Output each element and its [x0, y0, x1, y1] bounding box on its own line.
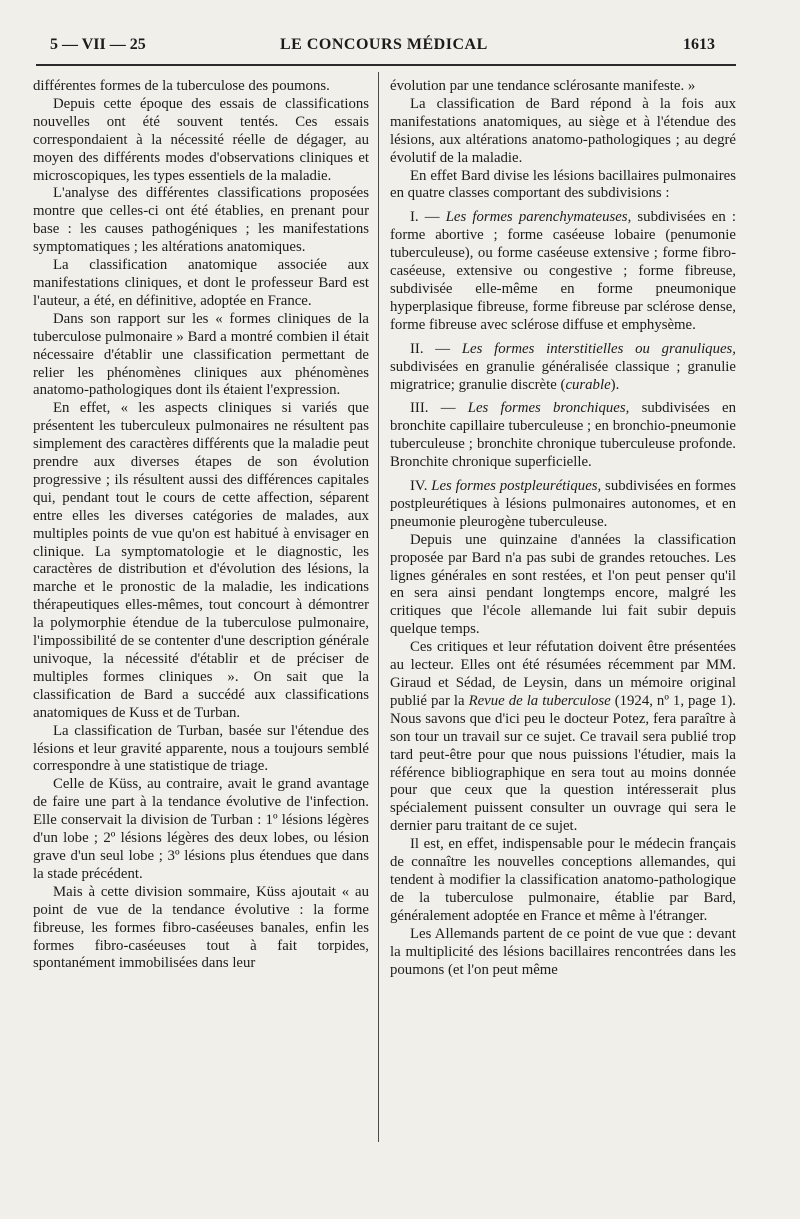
paragraph: Depuis cette époque des essais de classifications nouvelles ont été souvent tentés. Ces essais correspondaient à la nécessité réelle de dégager, au moyen des différents modes d'observations cliniques et microscopiques, les types essentiels de la maladie.: [33, 95, 369, 184]
paragraph: Mais à cette division sommaire, Küss ajoutait « au point de vue de la tendance évolutive : la forme fibreuse, les formes fibro-caséeuses banales, enfin les formes fibro-caséeuses tout à fait torpides, spontanément immobilisées dans leur: [33, 883, 369, 972]
paragraph: La classification anatomique associée aux manifestations cliniques, et dont le professeur Bard est l'auteur, a été, en définitive, adoptée en France.: [33, 257, 369, 309]
class-item-2: II. — Les formes interstitielles ou granuliques, subdivisées en granulie généralisée classique ; granulie migratrice; granulie discrète (curable).: [390, 340, 737, 393]
class-title: Les formes parenchymateuses,: [445, 209, 632, 226]
left-column: [33, 78, 369, 973]
paragraph: Celle de Küss, au contraire, avait le grand avantage de faire une part à la tendance évolutive de l'infection. Elle conservait la division de Turban : 1º lésions légères d'un lobe ; 2º lésions légères des deux lobes, ou lésion grave d'un seul lobe ; 3º lésions plus étendues que dans la stade précédent.: [33, 776, 369, 882]
journal-title: LE CONCOURS MÉDICAL: [280, 36, 488, 53]
paragraph: différentes formes de la tuberculose des poumons.: [33, 78, 330, 94]
paragraph: En effet Bard divise les lésions bacillaires pulmonaires en quatre classes comportant des subdivisions :: [390, 167, 736, 202]
paragraph: Dans son rapport sur les « formes cliniques de la tuberculose pulmonaire » Bard a montré combien il était nécessaire d'établir une classification permettant de relier les phénomènes cliniques aux phénomènes anatomo-pathologiques dont ils étaient l'expression.: [33, 310, 369, 399]
paragraph: La classification de Bard répond à la fois aux manifestations anatomiques, au siège et à l'étendue des lésions, aux altérations anatomo-pathologiques ; au degré évolutif de la maladie.: [390, 95, 736, 166]
class-title: Les formes bronchiques,: [467, 400, 630, 417]
column-divider: [378, 72, 379, 1142]
issue-date: 5 — VII — 25: [50, 36, 146, 53]
class-title: Les formes interstitielles ou granuliques,: [461, 340, 737, 357]
paragraph: Depuis une quinzaine d'années la classification proposée par Bard n'a pas subi de grandes retouches. Les lignes générales en sont restées, et l'on peut penser qu'il en sera ainsi pendant longtemps encore, malgré les critiques que l'école allemande lui fait subir depuis quelque temps.: [390, 531, 736, 638]
class-title: Les formes postpleurétiques,: [431, 478, 602, 495]
class-item-4: IV. Les formes postpleurétiques, subdivisées en formes postpleurétiques à lésions pulmonaires autonomes, et en pneumonie pleurogène tuberculeuse.: [390, 478, 736, 530]
paragraph: L'analyse des différentes classifications proposées montre que celles-ci ont été établies, en prenant pour base : les causes pathogéniques ; les manifestations symptomatiques ; les altérations anatomiques.: [33, 185, 369, 256]
page-number: 1613: [683, 36, 715, 53]
paragraph: Les Allemands partent de ce point de vue que : devant la multiplicité des lésions bacillaires rencontrées dans les poumons (et l'on peut même: [390, 925, 736, 978]
paragraph: La classification de Turban, basée sur l'étendue des lésions et leur gravité apparente, nous a toujours semblé correspondre à une statistique de triage.: [33, 722, 369, 775]
paragraph: évolution par une tendance sclérosante manifeste. »: [390, 78, 696, 94]
journal-citation: Revue de la tuberculose: [468, 692, 611, 709]
paragraph: En effet, « les aspects cliniques si variés que présentent les tuberculeux pulmonaires ne résultent pas simplement des caractères différents que la maladie peut prendre aux diverses étapes de son évolution progressive ; ils résultent aussi des différences capitales qui, pendant tout le cours de cette affection, séparent entre elles les diverses catégories de malades, aux multiples points de vue qu'on est habitué à envisager en clinique. La symptomatologie et le diagnostic, les caractères de distribution et d'évolution des lésions, la marche et le pronostic de la maladie, les indications thérapeutiques elles-mêmes, tout concourt à démontrer la polymorphie étendue de la tuberculose pulmonaire, l'impossibilité de se contenter d'une description générale univoque, la nécessité d'établir et de préciser de multiples formes cliniques ». On sait que la classification de Bard a succédé aux classifications anatomiques de Kuss et de Turban.: [33, 400, 369, 721]
paragraph: Ces critiques et leur réfutation doivent être présentées au lecteur. Elles ont été résumées récemment par MM. Giraud et Sédad, de Leysin, dans un mémoire original publié par la Revue de la tuberculose (1924, nº 1, page 1). Nous savons que d'ici peu le docteur Potez, fera paraître à son tour un travail sur ce sujet. Ce travail sera publié trop tard peut-être pour que nous puissions l'étudier, mais la référence bibliographique en sera tout au moins donnée pour que ceux que la question intéresserait plus spécialement puissent consulter un ouvrage qui sera le dernier paru traitant de ce sujet.: [390, 639, 736, 835]
header-rule: [36, 64, 736, 66]
right-column: [390, 78, 736, 979]
class-item-3: III. — Les formes bronchiques, subdivisées en bronchite capillaire tuberculeuse ; en bronchio-pneumonie tuberculeuse ; bronchite chronique tuberculeuse profonde. Bronchite chronique superficielle.: [390, 400, 736, 471]
page-header: [50, 32, 715, 62]
paragraph: Il est, en effet, indispensable pour le médecin français de connaître les nouvelles conceptions allemandes, qui tendent à modifier la classification anatomo-pathologique de la tuberculose pulmonaire, établie par Bard, généralement adoptée en France et même à l'étranger.: [390, 836, 736, 924]
class-item-1: I. — Les formes parenchymateuses, subdivisées en : forme abortive ; forme caséeuse lobaire (penumonie tuberculeuse), ou forme caséeuse extensive ; forme fibro-caséeuse, extensive ou congestive ; forme fibreuse, subdivisée elle-même en forme pneumonique hyperplasique fibreuse, forme fibreuse par sclérose dense, forme fibreuse avec sclérose diffuse et emphysème.: [390, 209, 737, 333]
